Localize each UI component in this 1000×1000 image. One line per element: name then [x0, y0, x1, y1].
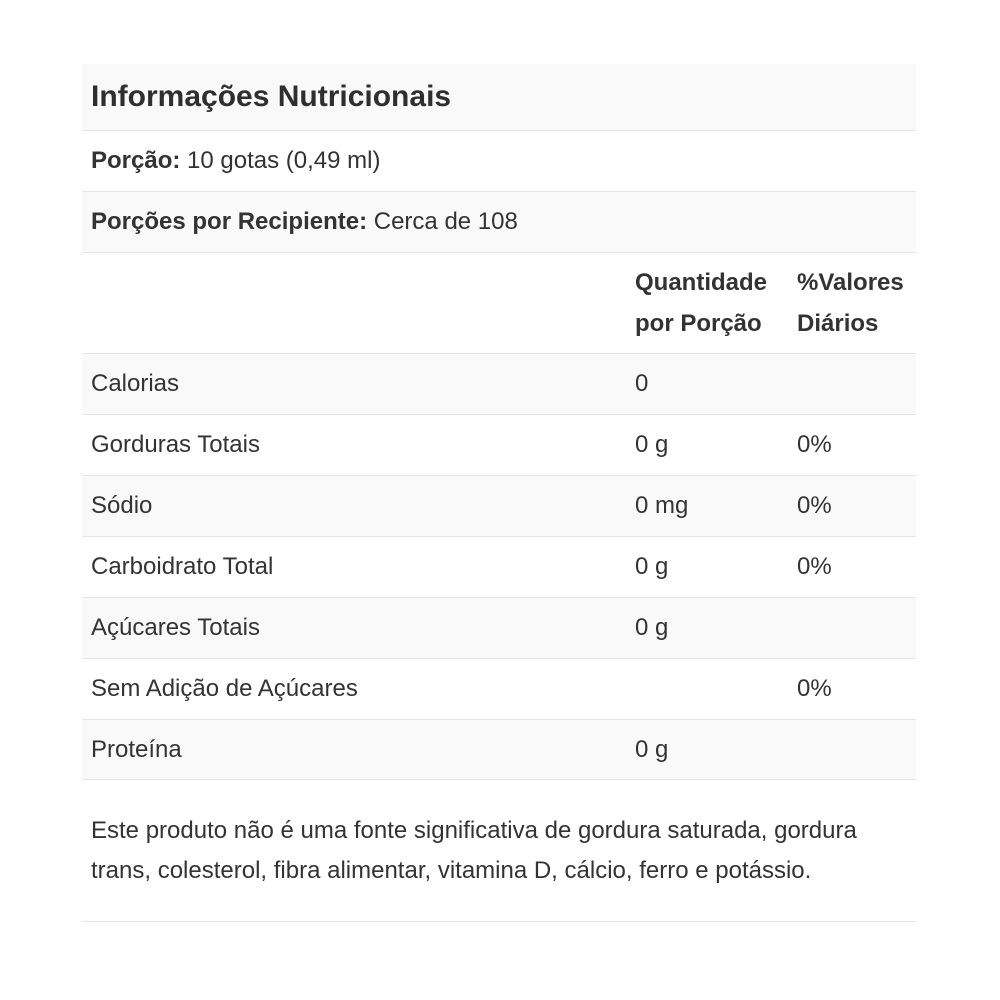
- nutrient-name: Gorduras Totais: [91, 431, 260, 458]
- nutrient-amount: 0 g: [635, 431, 669, 458]
- nutrient-amount: 0 g: [635, 553, 669, 580]
- nutrient-name: Calorias: [91, 370, 180, 397]
- nutrient-daily-value: 0%: [797, 431, 832, 458]
- nutrient-daily-value: 0%: [797, 553, 832, 580]
- nutrient-name: Açúcares Totais: [91, 614, 260, 641]
- table-row: [82, 720, 916, 780]
- nutrient-amount: 0 mg: [635, 492, 689, 519]
- serving-label: Porção:: [91, 147, 181, 174]
- nutrient-daily-value: 0%: [797, 675, 832, 702]
- servings-per-container-row: [82, 192, 916, 253]
- table-row: [82, 354, 916, 415]
- table-row: [82, 659, 916, 720]
- header-amount-cell: [626, 262, 788, 344]
- serving-row: [82, 131, 916, 192]
- header-daily-value: %Valores Diários: [797, 269, 904, 337]
- table-row: [82, 537, 916, 598]
- header-daily-value-cell: [788, 262, 916, 344]
- footnote: Este produto não é uma fonte significativa de gordura saturada, gordura trans, colesterol, fibra alimentar, vitamina D, cálcio, ferro e potássio.: [91, 816, 857, 884]
- nutrient-name: Sem Adição de Açúcares: [91, 675, 358, 702]
- nutrient-amount: 0: [635, 370, 649, 397]
- header-amount: Quantidade por Porção: [635, 269, 768, 337]
- footnote-row: [82, 780, 916, 922]
- serving-value: 10 gotas (0,49 ml): [187, 147, 381, 174]
- nutrient-name: Proteína: [91, 735, 182, 763]
- title-row: [82, 64, 916, 131]
- servings-per-container-label: Porções por Recipiente:: [91, 208, 368, 235]
- nutrient-name: Sódio: [91, 492, 153, 519]
- nutrient-amount: 0 g: [635, 735, 669, 763]
- nutrient-amount: 0 g: [635, 614, 669, 641]
- nutrient-daily-value: 0%: [797, 492, 832, 519]
- table-title: Informações Nutricionais: [91, 80, 452, 113]
- table-row: [82, 476, 916, 537]
- servings-per-container-value: Cerca de 108: [373, 208, 518, 235]
- nutrition-table: [82, 64, 916, 922]
- table-row: [82, 598, 916, 659]
- nutrient-name: Carboidrato Total: [91, 553, 274, 580]
- column-header-row: [82, 253, 916, 354]
- table-row: [82, 415, 916, 476]
